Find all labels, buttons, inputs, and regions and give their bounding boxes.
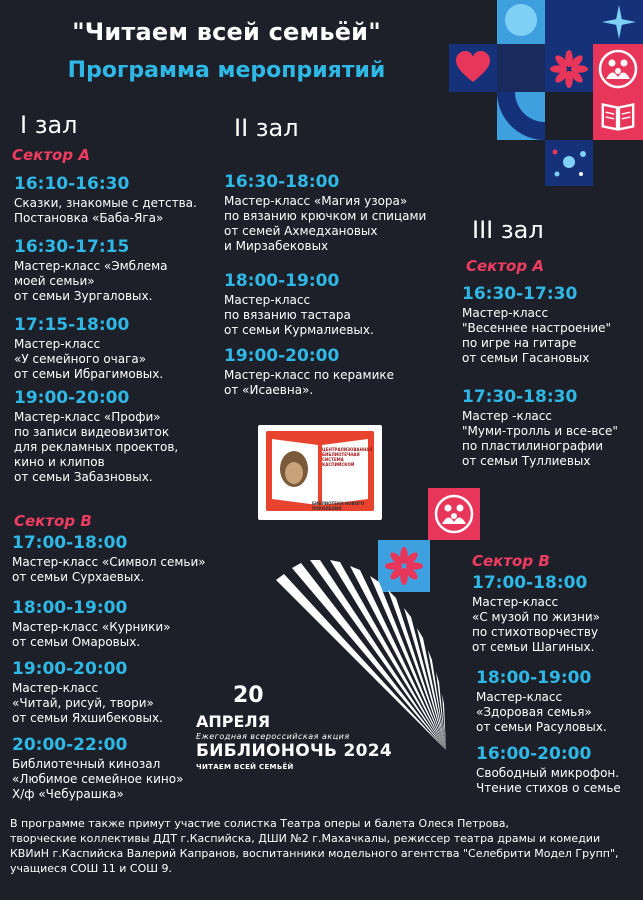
family-tile (428, 488, 480, 540)
hall-1-a-event-1 (14, 174, 197, 226)
event-desc: Мастер -класс "Муми-тролль и все-все" по пластилинографии от семьи Туллиевых (462, 409, 618, 468)
event-desc: Мастер-класс «С музой по жизни» по стихотворчеству от семьи Шагиных. (472, 595, 601, 654)
hall-1-sector-a: Сектор А (12, 146, 90, 164)
event-desc: Мастер-класс «У семейного очага» от семьи Ибрагимовых. (14, 337, 164, 381)
library-logo-top-text: ЦЕНТРАЛИЗОВАННАЯ БИБЛИОТЕЧНАЯ СИСТЕМА КАСПИЙСКОЙ (322, 447, 373, 467)
event-time: 17:15-18:00 (14, 315, 130, 335)
hall-1-b-event-1 (12, 533, 206, 585)
event-desc: Свободный микрофон. Чтение стихов о семье (476, 766, 621, 795)
hall-1-a-event-4 (14, 388, 178, 485)
event-time: 17:30-18:30 (462, 387, 578, 407)
event-desc: Мастер-класс по вязанию тастара от семьи Курмалиевых. (224, 293, 374, 337)
event-action-line: Ежегодная всероссийская акция (196, 732, 350, 741)
family-icon (598, 49, 638, 89)
event-time: 18:00-19:00 (12, 598, 128, 618)
hall-3-b-event-2 (476, 668, 607, 735)
flower-icon (550, 50, 588, 88)
hall-3-b-event-1 (472, 573, 600, 655)
event-desc: Мастер-класс «Символ семьи» от семьи Сурхаевых. (12, 555, 206, 584)
event-name: БИБЛИОНОЧЬ 2024 (196, 741, 393, 761)
hall-2-title: II зал (234, 114, 299, 142)
event-time: 16:30-18:00 (224, 172, 340, 192)
event-desc: Сказки, знакомые с детства. Постановка «Баба-Яга» (14, 196, 197, 225)
hall-3-title: III зал (472, 216, 544, 244)
library-logo (258, 425, 382, 520)
hall-1-b-event-3 (12, 659, 163, 726)
event-time: 19:00-20:00 (14, 388, 130, 408)
hall-1-b-event-2 (12, 598, 171, 650)
event-desc: Мастер-класс "Весеннее настроение" по игре на гитаре от семьи Гасановых (462, 306, 612, 365)
heart-icon (454, 50, 492, 84)
hall-3-sector-b: Сектор В (472, 552, 550, 570)
event-desc: Мастер-класс по керамике от «Исаевна». (224, 368, 394, 397)
book-fan-graphic (276, 560, 446, 750)
hall-1-a-event-2 (14, 237, 168, 304)
event-desc: Мастер-класс «Эмблема моей семьи» от семьи Зургаловых. (14, 259, 168, 303)
event-time: 16:30-17:30 (462, 284, 578, 304)
event-month: АПРЕЛЯ (196, 712, 271, 731)
event-desc: Библиотечный кинозал «Любимое семейное кино» Х/ф «Чебурашка» (12, 757, 184, 801)
hall-3-b-event-3 (476, 744, 621, 796)
hall-1-a-event-3 (14, 315, 163, 382)
hall-1-title: I зал (20, 111, 78, 139)
sparkle-icon (600, 3, 638, 41)
event-time: 16:10-16:30 (14, 174, 130, 194)
dots-icon (545, 140, 593, 186)
event-time: 16:30-17:15 (14, 237, 130, 257)
event-desc: Мастер-класс «Магия узора» по вязанию крючком и спицами от семей Ахмедхановых и Мирзабековых (224, 194, 427, 253)
event-time: 17:00-18:00 (12, 533, 128, 553)
hall-2-event-2 (224, 271, 374, 338)
event-time: 18:00-19:00 (224, 271, 340, 291)
event-time: 20:00-22:00 (12, 735, 128, 755)
library-logo-bottom-text: БИБЛИОТЕКИ НОВОГО ПОКОЛЕНИЯ (312, 501, 365, 511)
event-time: 18:00-19:00 (476, 668, 592, 688)
hall-2-event-1 (224, 172, 426, 254)
book-icon (598, 97, 638, 135)
hall-2-event-3 (224, 346, 394, 398)
hall-1-sector-b: Сектор В (14, 512, 92, 530)
circle-icon (505, 4, 537, 36)
event-desc: Мастер-класс «Читай, рисуй, твори» от семьи Яхшибековых. (12, 681, 163, 725)
event-day: 20 (233, 683, 264, 708)
event-desc: Мастер-класс «Курники» от семьи Омаровых. (12, 620, 171, 649)
event-time: 17:00-18:00 (472, 573, 588, 593)
poster-subtitle: Программа мероприятий (67, 58, 386, 83)
footer-note: В программе также примут участие солистка Театра оперы и балета Олеся Петрова, творческие коллективы ДДТ г.Каспийска, ДШИ №2 г.Махачкалы, режиссер театра драмы и комедии КВИиН г.Каспийска Валерий Капранов, воспитанники модельного агентства "Селебрити Модел Групп", учащиеся СОШ 11 и СОШ 9. (10, 817, 619, 875)
family-icon (434, 494, 474, 534)
event-slogan: ЧИТАЕМ ВСЕЙ СЕМЬЁЙ (196, 763, 294, 771)
event-time: 19:00-20:00 (12, 659, 128, 679)
event-desc: Мастер-класс «Здоровая семья» от семьи Расуловых. (476, 690, 607, 734)
hall-3-a-event-2 (462, 387, 618, 469)
hall-3-sector-a: Сектор А (466, 257, 544, 275)
hall-1-b-event-4 (12, 735, 183, 802)
poster-title: "Читаем всей семьёй" (72, 18, 381, 46)
event-desc: Мастер-класс «Профи» по записи видеовизиток для рекламных проектов, кино и клипов от семьи Забазновых. (14, 410, 179, 484)
event-time: 19:00-20:00 (224, 346, 340, 366)
arc-icon (497, 92, 545, 140)
event-time: 16:00-20:00 (476, 744, 592, 764)
hall-3-a-event-1 (462, 284, 611, 366)
